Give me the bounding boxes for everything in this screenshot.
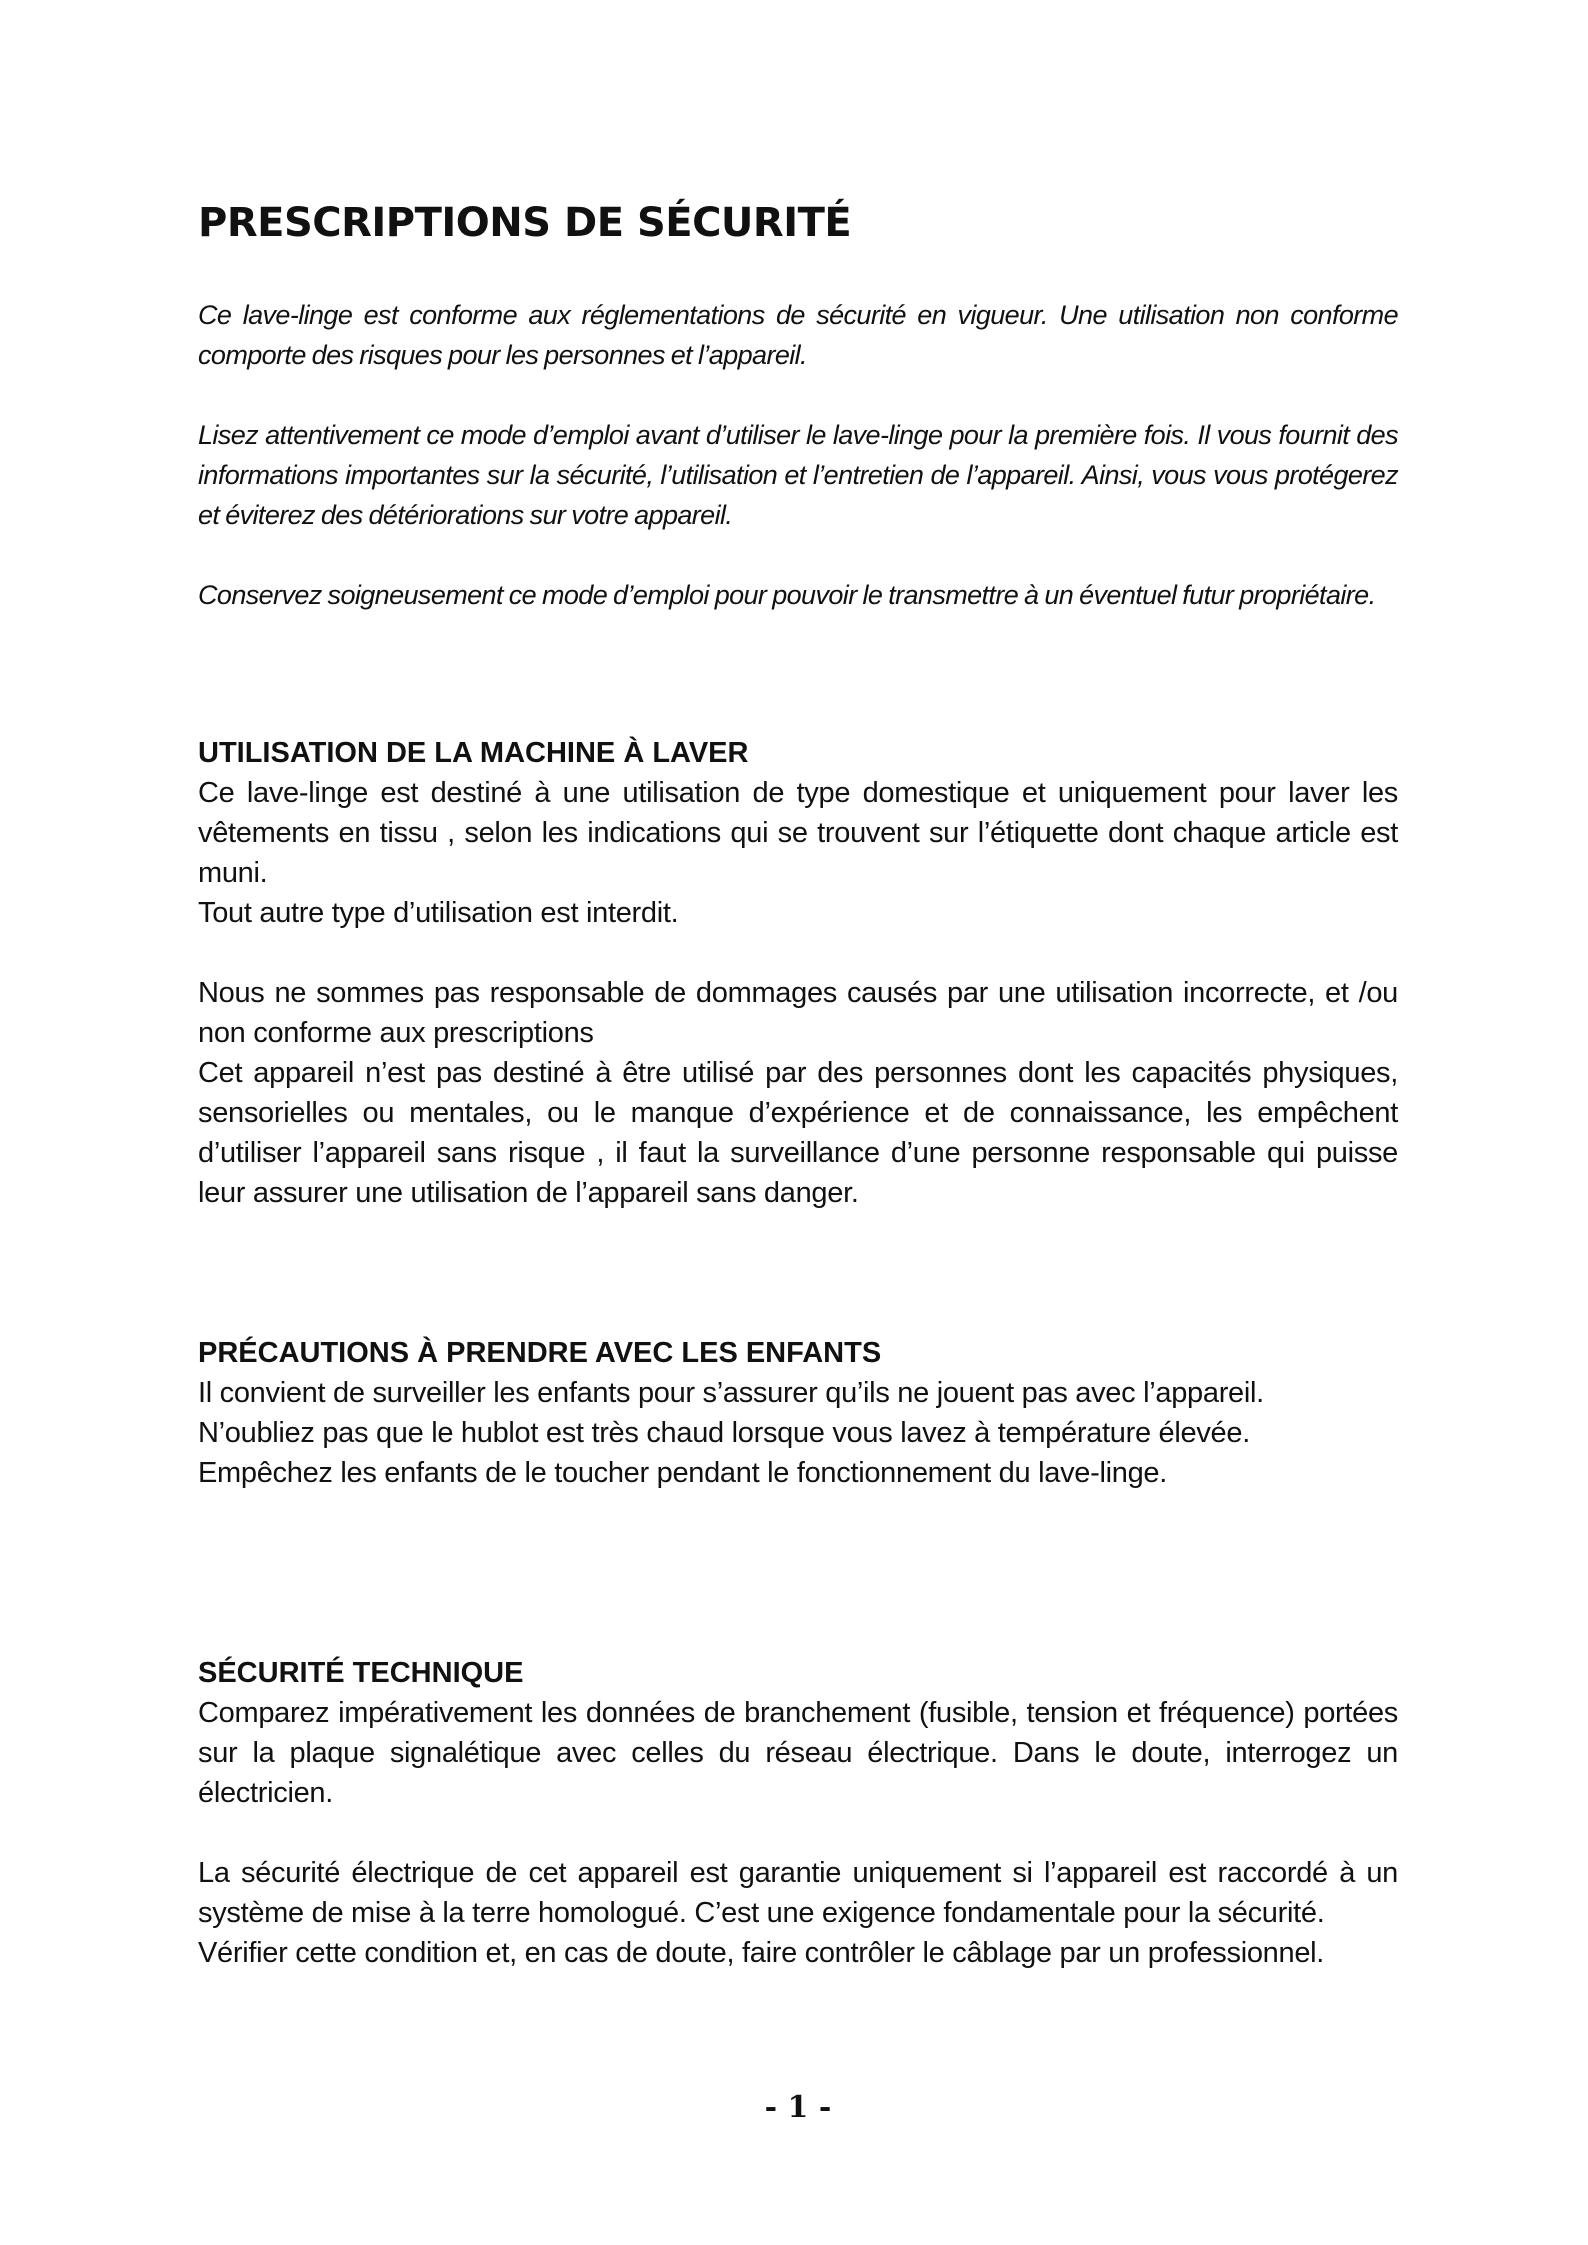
section-children [198, 1333, 1398, 1493]
section-paragraph: Empêchez les enfants de le toucher pendant le fonctionnement du lave-linge. [198, 1457, 1167, 1489]
page-title: PRESCRIPTIONS DE SÉCURITÉ [198, 200, 852, 246]
section-paragraph: Cet appareil n’est pas destiné à être utilisé par des personnes dont les capacités physiques, sensorielles ou mentales, ou le manque d’expérience et de connaissance, les empêchent d’utiliser l’appareil sans risque , il faut la surveillance d’une personne responsable qui puisse leur assurer une utilisation de l’appareil sans danger. [198, 1057, 1398, 1209]
section-heading: UTILISATION DE LA MACHINE À LAVER [198, 737, 749, 769]
intro-paragraph: Conservez soigneusement ce mode d’emploi pour pouvoir le transmettre à un éventuel futur propriétaire. [198, 580, 1376, 610]
section-technical-safety [198, 1653, 1398, 1973]
section-paragraph: Ce lave-linge est destiné à une utilisation de type domestique et uniquement pour laver les vêtements en tissu , selon les indications qui se trouvent sur l’étiquette dont chaque article est muni. [198, 777, 1398, 889]
section-paragraph: Il convient de surveiller les enfants pour s’assurer qu’ils ne jouent pas avec l’appareil. [198, 1377, 1264, 1409]
section-paragraph: Tout autre type d’utilisation est interdit. [198, 897, 679, 929]
intro-paragraph: Ce lave-linge est conforme aux réglementations de sécurité en vigueur. Une utilisation non conforme comporte des risques pour les personnes et l’appareil. [198, 300, 1398, 370]
page-number: - 1 - [764, 2090, 832, 2125]
section-paragraph: Comparez impérativement les données de branchement (fusible, tension et fréquence) portées sur la plaque signalétique avec celles du réseau électrique. Dans le doute, interrogez un électricien. [198, 1697, 1398, 1809]
section-paragraph: La sécurité électrique de cet appareil est garantie uniquement si l’appareil est raccordé à un système de mise à la terre homologué. C’est une exigence fondamentale pour la sécurité. [198, 1857, 1398, 1929]
section-paragraph: N’oubliez pas que le hublot est très chaud lorsque vous lavez à température élevée. [198, 1417, 1250, 1449]
section-paragraph: Nous ne sommes pas responsable de dommages causés par une utilisation incorrecte, et /ou non conforme aux prescriptions [198, 977, 1398, 1049]
section-heading: SÉCURITÉ TECHNIQUE [198, 1657, 524, 1689]
section-heading: PRÉCAUTIONS À PRENDRE AVEC LES ENFANTS [198, 1337, 882, 1369]
section-paragraph: Vérifier cette condition et, en cas de doute, faire contrôler le câblage par un professionnel. [198, 1937, 1325, 1969]
intro-paragraph: Lisez attentivement ce mode d’emploi avant d’utiliser le lave-linge pour la première fois. Il vous fournit des informations importantes sur la sécurité, l’utilisation et l’entretien de l’appareil. Ainsi, vous vous protégerez et éviterez des détériorations sur votre appareil. [198, 420, 1398, 530]
section-usage [198, 733, 1398, 1213]
